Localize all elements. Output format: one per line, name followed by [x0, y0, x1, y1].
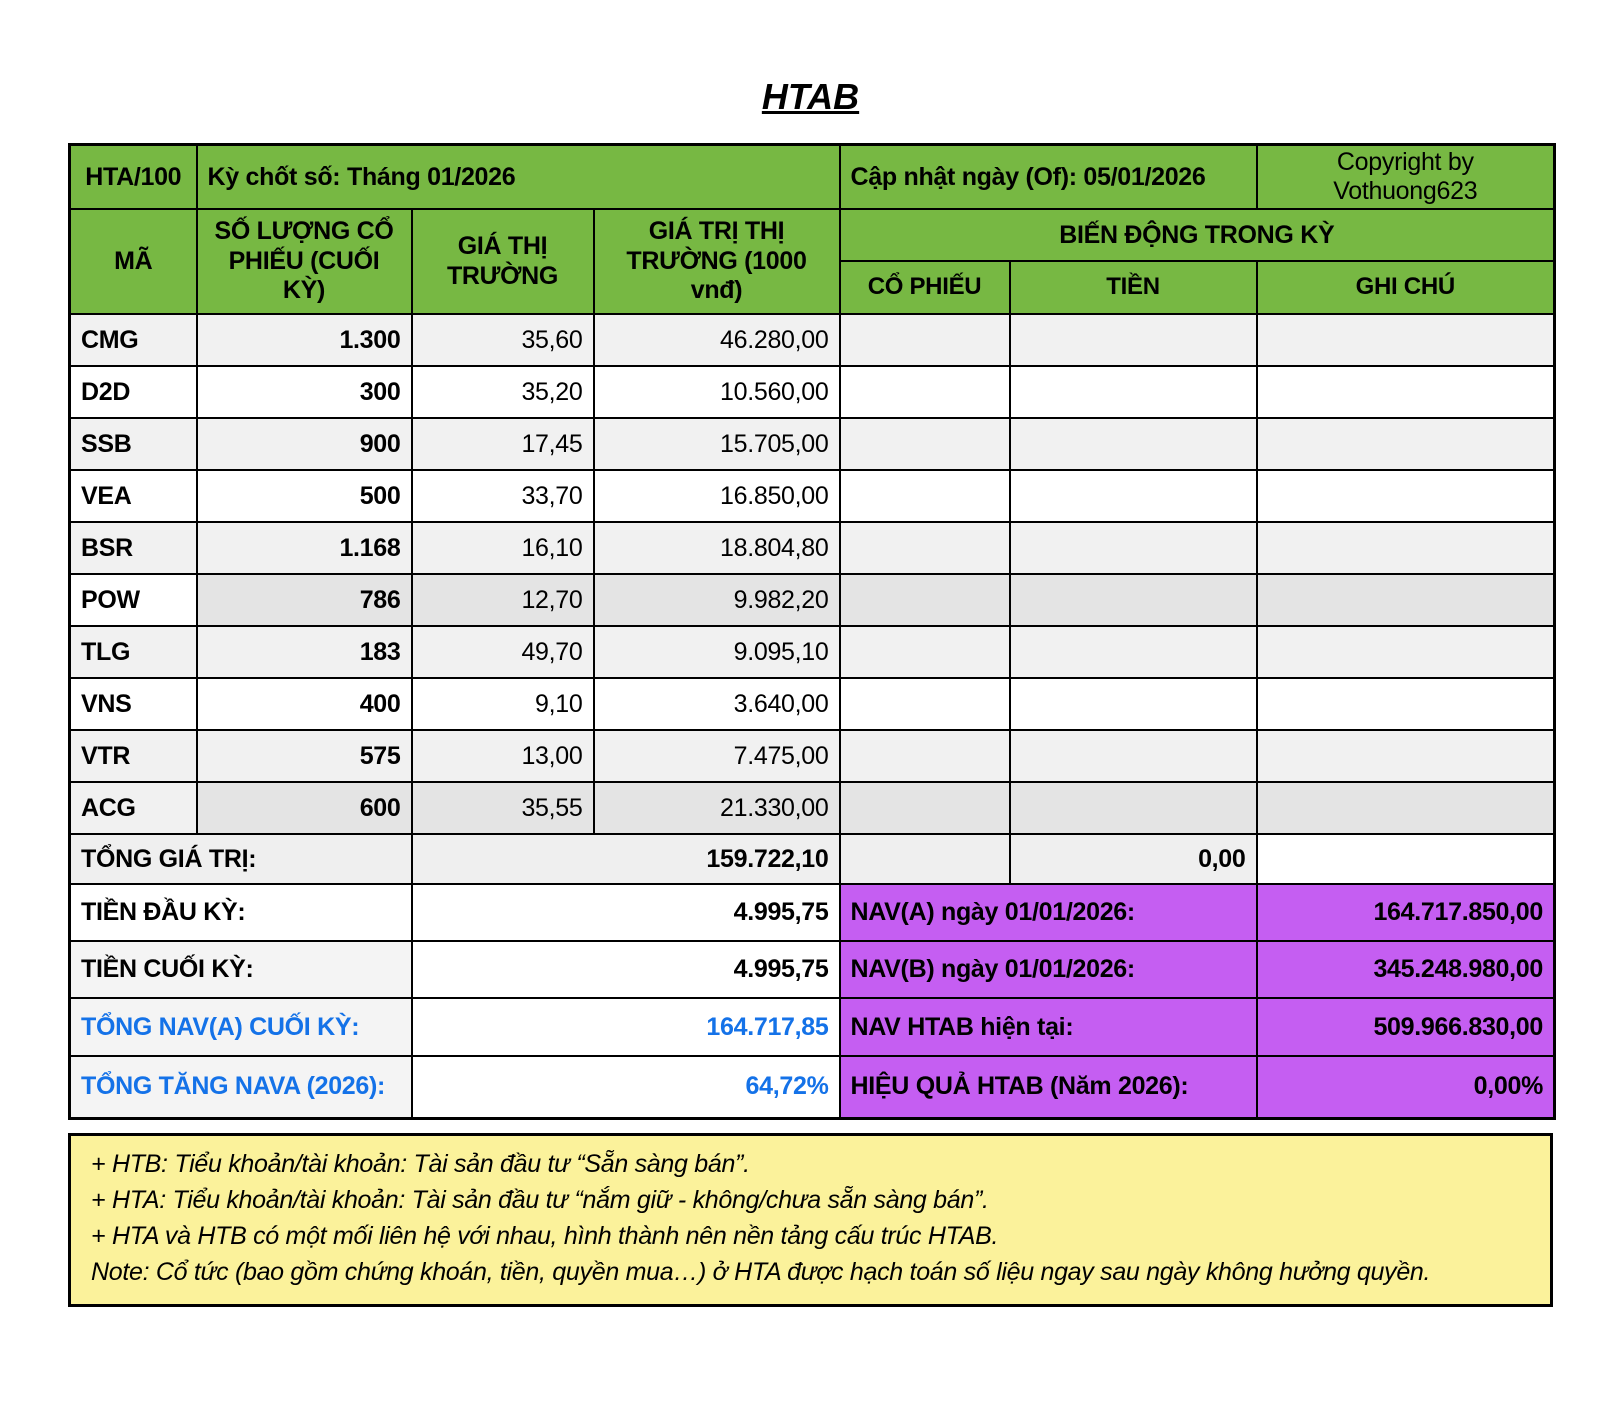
cell-money-change [1010, 418, 1257, 470]
cell-market-value: 16.850,00 [594, 470, 840, 522]
footnote-line: Note: Cổ tức (bao gồm chứng khoán, tiền, quyền mua…) ở HTA được hạch toán số liệu ngay sau ngày không hưởng quyền. [91, 1258, 1431, 1286]
cell-stock-change [840, 314, 1010, 366]
update-date: Cập nhật ngày (Of): 05/01/2026 [840, 145, 1257, 210]
cell-money-change [1010, 678, 1257, 730]
page-title: HTAB [761, 76, 860, 117]
cell-stock-change [840, 366, 1010, 418]
growth-row [70, 1056, 1555, 1118]
cell-money-change [1010, 522, 1257, 574]
table-header-row-top [70, 145, 1555, 210]
footnote-line: + HTB: Tiểu khoản/tài khoản: Tài sản đầu tư “Sẵn sàng bán”. [91, 1150, 750, 1178]
cell-note [1257, 366, 1555, 418]
footnotes-box [68, 1133, 1553, 1307]
growth-value: 64,72% [412, 1056, 840, 1118]
cell-money-change [1010, 626, 1257, 678]
col-header-note: GHI CHÚ [1257, 261, 1555, 314]
cell-price: 9,10 [412, 678, 594, 730]
cell-code: VNS [70, 678, 197, 730]
col-header-money: TIỀN [1010, 261, 1257, 314]
cell-quantity: 183 [197, 626, 412, 678]
cell-quantity: 1.300 [197, 314, 412, 366]
footnote-line: + HTA và HTB có một mối liên hệ với nhau, hình thành nên nền tảng cấu trúc HTAB. [91, 1222, 999, 1250]
nav-total-value: 164.717,85 [412, 998, 840, 1056]
cell-price: 12,70 [412, 574, 594, 626]
nav-a-value: 164.717.850,00 [1257, 884, 1555, 941]
cell-stock-change [840, 678, 1010, 730]
cell-price: 16,10 [412, 522, 594, 574]
cell-price: 13,00 [412, 730, 594, 782]
table-row [70, 678, 1555, 730]
total-row [70, 834, 1555, 884]
cell-code: VTR [70, 730, 197, 782]
cell-code: TLG [70, 626, 197, 678]
cell-quantity: 575 [197, 730, 412, 782]
cash-begin-row [70, 884, 1555, 941]
cell-code: VEA [70, 470, 197, 522]
col-header-price: GIÁ THỊ TRƯỜNG [412, 209, 594, 314]
total-note-cell [1257, 834, 1555, 884]
cell-quantity: 500 [197, 470, 412, 522]
footnote-line: + HTA: Tiểu khoản/tài khoản: Tài sản đầu tư “nắm giữ - không/chưa sẵn sàng bán”. [91, 1186, 989, 1214]
col-header-quantity: SỐ LƯỢNG CỔ PHIẾU (CUỐI KỲ) [197, 209, 412, 314]
nav-htab-label: NAV HTAB hiện tại: [840, 998, 1257, 1056]
cell-market-value: 9.982,20 [594, 574, 840, 626]
nav-b-value: 345.248.980,00 [1257, 941, 1555, 998]
col-header-stock: CỔ PHIẾU [840, 261, 1010, 314]
cell-note [1257, 782, 1555, 834]
col-header-code: MÃ [70, 209, 197, 314]
nav-a-label: NAV(A) ngày 01/01/2026: [840, 884, 1257, 941]
total-money-value: 0,00 [1010, 834, 1257, 884]
account-code: HTA/100 [70, 145, 197, 210]
nav-htab-value: 509.966.830,00 [1257, 998, 1555, 1056]
cell-market-value: 7.475,00 [594, 730, 840, 782]
cell-stock-change [840, 574, 1010, 626]
cell-price: 49,70 [412, 626, 594, 678]
table-row [70, 418, 1555, 470]
cell-stock-change [840, 730, 1010, 782]
cash-end-value: 4.995,75 [412, 941, 840, 998]
efficiency-label: HIỆU QUẢ HTAB (Năm 2026): [840, 1056, 1257, 1118]
cell-stock-change [840, 626, 1010, 678]
cell-money-change [1010, 366, 1257, 418]
nav-total-label: TỔNG NAV(A) CUỐI KỲ: [70, 998, 412, 1056]
table-row [70, 366, 1555, 418]
cell-market-value: 3.640,00 [594, 678, 840, 730]
cell-market-value: 10.560,00 [594, 366, 840, 418]
closing-period: Kỳ chốt số: Tháng 01/2026 [197, 145, 840, 210]
cell-market-value: 9.095,10 [594, 626, 840, 678]
cash-begin-label: TIỀN ĐẦU KỲ: [70, 884, 412, 941]
portfolio-table [68, 143, 1556, 1120]
cash-begin-value: 4.995,75 [412, 884, 840, 941]
cash-end-label: TIỀN CUỐI KỲ: [70, 941, 412, 998]
cell-market-value: 18.804,80 [594, 522, 840, 574]
cell-money-change [1010, 314, 1257, 366]
nav-total-row [70, 998, 1555, 1056]
table-row [70, 522, 1555, 574]
efficiency-value: 0,00% [1257, 1056, 1555, 1118]
cell-code: BSR [70, 522, 197, 574]
cell-code: D2D [70, 366, 197, 418]
col-header-market-value: GIÁ TRỊ THỊ TRƯỜNG (1000 vnđ) [594, 209, 840, 314]
cell-note [1257, 470, 1555, 522]
cell-market-value: 21.330,00 [594, 782, 840, 834]
cell-market-value: 15.705,00 [594, 418, 840, 470]
cell-stock-change [840, 782, 1010, 834]
cell-money-change [1010, 470, 1257, 522]
cell-price: 35,20 [412, 366, 594, 418]
cell-price: 35,60 [412, 314, 594, 366]
table-row [70, 470, 1555, 522]
total-stock-cell [840, 834, 1010, 884]
table-row [70, 314, 1555, 366]
table-row [70, 626, 1555, 678]
cell-quantity: 600 [197, 782, 412, 834]
cell-price: 33,70 [412, 470, 594, 522]
cell-quantity: 300 [197, 366, 412, 418]
cell-money-change [1010, 730, 1257, 782]
cell-market-value: 46.280,00 [594, 314, 840, 366]
cell-note [1257, 678, 1555, 730]
cell-quantity: 786 [197, 574, 412, 626]
cell-note [1257, 730, 1555, 782]
cell-code: ACG [70, 782, 197, 834]
cell-code: SSB [70, 418, 197, 470]
nav-b-label: NAV(B) ngày 01/01/2026: [840, 941, 1257, 998]
cell-stock-change [840, 418, 1010, 470]
cell-price: 17,45 [412, 418, 594, 470]
cell-note [1257, 626, 1555, 678]
cell-price: 35,55 [412, 782, 594, 834]
copyright-note: Copyright by Vothuong623 [1257, 145, 1555, 210]
cell-money-change [1010, 574, 1257, 626]
table-row [70, 730, 1555, 782]
table-row [70, 574, 1555, 626]
total-label: TỔNG GIÁ TRỊ: [70, 834, 412, 884]
cell-code: CMG [70, 314, 197, 366]
cell-stock-change [840, 470, 1010, 522]
growth-label: TỔNG TĂNG NAVA (2026): [70, 1056, 412, 1118]
cell-stock-change [840, 522, 1010, 574]
cell-code: POW [70, 574, 197, 626]
cell-quantity: 1.168 [197, 522, 412, 574]
cell-note [1257, 418, 1555, 470]
cell-note [1257, 522, 1555, 574]
cell-note [1257, 574, 1555, 626]
table-header-row-group [70, 209, 1555, 261]
cell-quantity: 400 [197, 678, 412, 730]
total-value: 159.722,10 [412, 834, 840, 884]
table-row [70, 782, 1555, 834]
col-header-fluctuation: BIẾN ĐỘNG TRONG KỲ [840, 209, 1555, 261]
cell-quantity: 900 [197, 418, 412, 470]
cell-note [1257, 314, 1555, 366]
cash-end-row [70, 941, 1555, 998]
cell-money-change [1010, 782, 1257, 834]
